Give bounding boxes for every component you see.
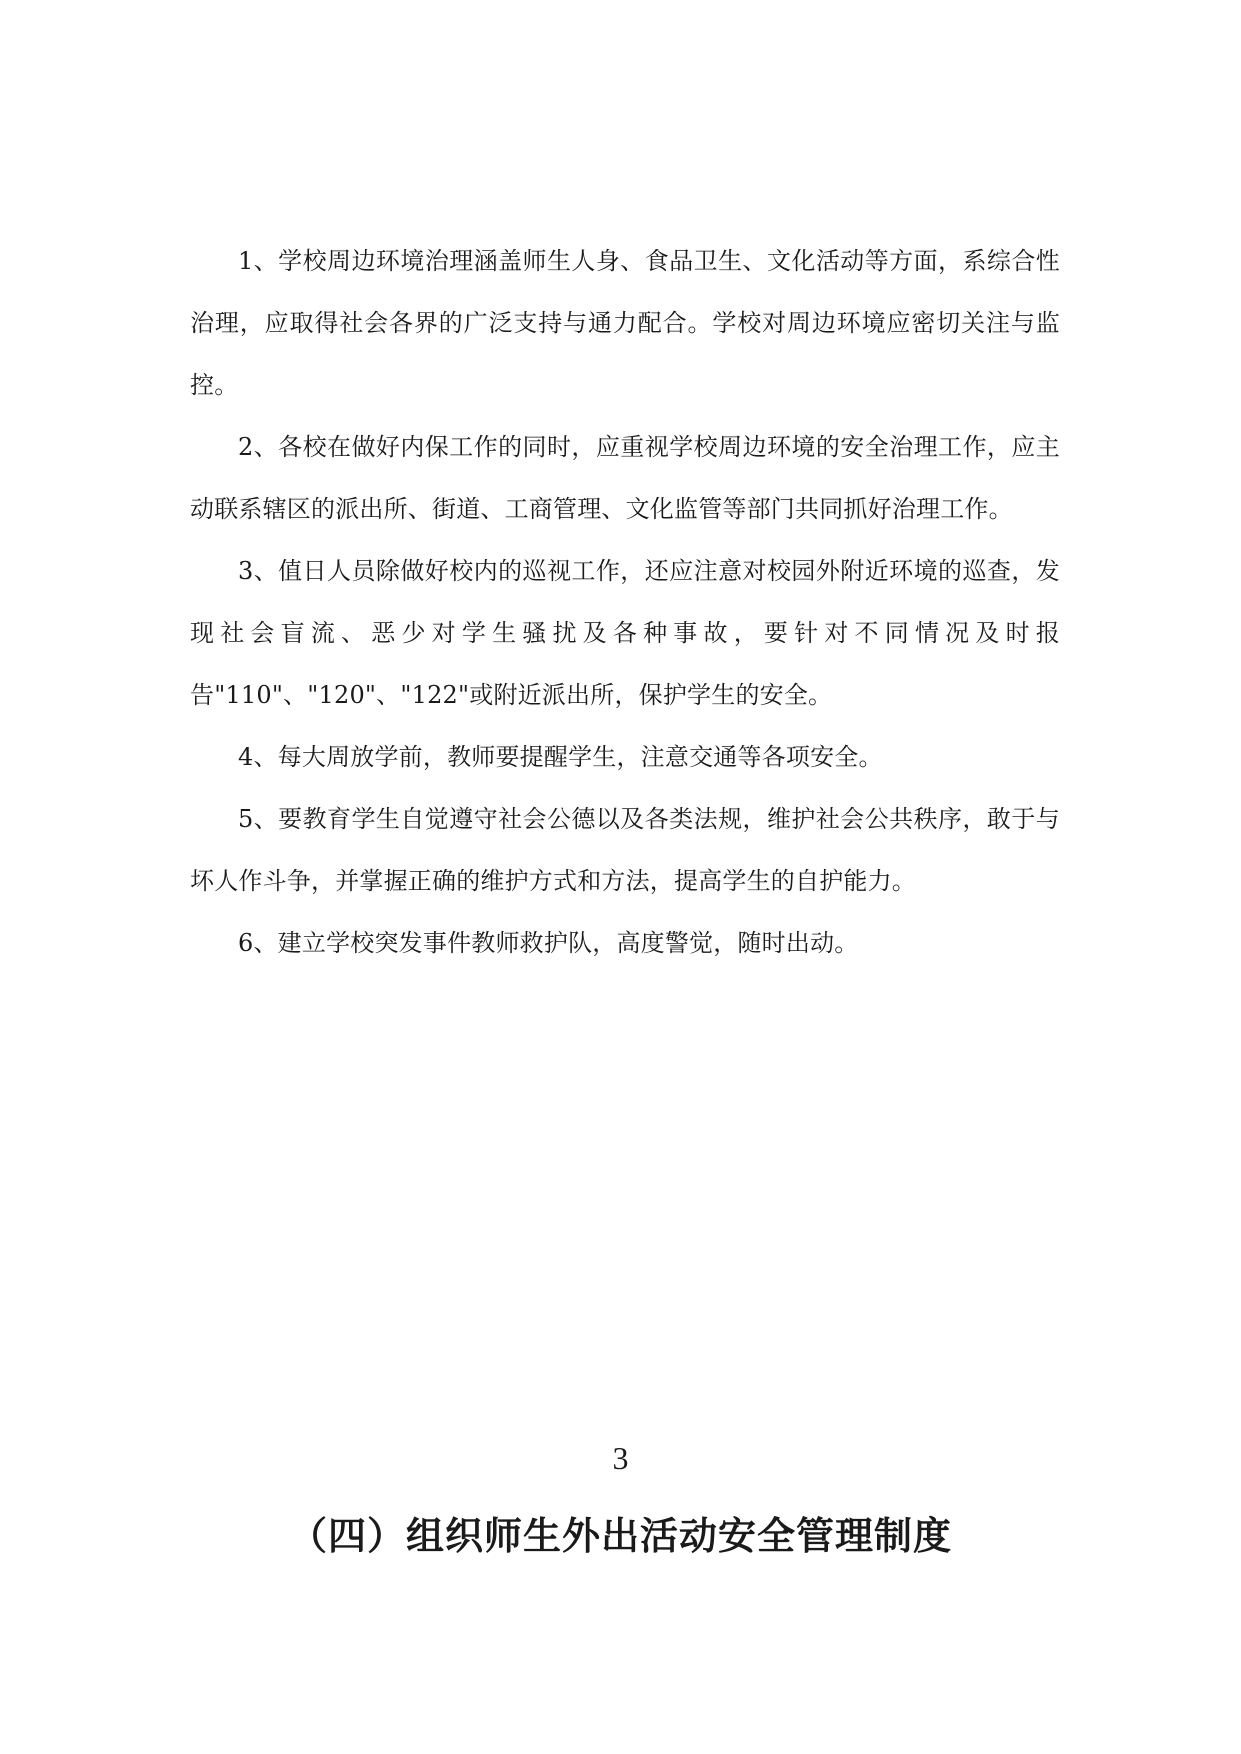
paragraph-6: 6、建立学校突发事件教师救护队，高度警觉，随时出动。 xyxy=(238,929,859,957)
body-text xyxy=(190,230,1060,974)
paragraph-2: 2、各校在做好内保工作的同时，应重视学校周边环境的安全治理工作，应主动联系辖区的派出所、街道、工商管理、文化监管等部门共同抓好治理工作。 xyxy=(190,433,1060,523)
paragraph-4: 4、每大周放学前，教师要提醒学生，注意交通等各项安全。 xyxy=(238,743,883,771)
paragraph-3: 3、值日人员除做好校内的巡视工作，还应注意对校园外附近环境的巡查，发现社会盲流、恶少对学生骚扰及各种事故，要针对不同情况及时报告"110"、"120"、"122"或附近派出所，保护学生的安全。 xyxy=(190,557,1060,709)
page-number: 3 xyxy=(612,1440,629,1476)
paragraph-5: 5、要教育学生自觉遵守社会公德以及各类法规，维护社会公共秩序，敢于与坏人作斗争，并掌握正确的维护方式和方法，提高学生的自护能力。 xyxy=(190,805,1060,895)
section-title: （四）组织师生外出活动安全管理制度 xyxy=(288,1514,952,1558)
paragraph-1: 1、学校周边环境治理涵盖师生人身、食品卫生、文化活动等方面，系综合性治理，应取得社会各界的广泛支持与通力配合。学校对周边环境应密切关注与监控。 xyxy=(190,247,1060,399)
